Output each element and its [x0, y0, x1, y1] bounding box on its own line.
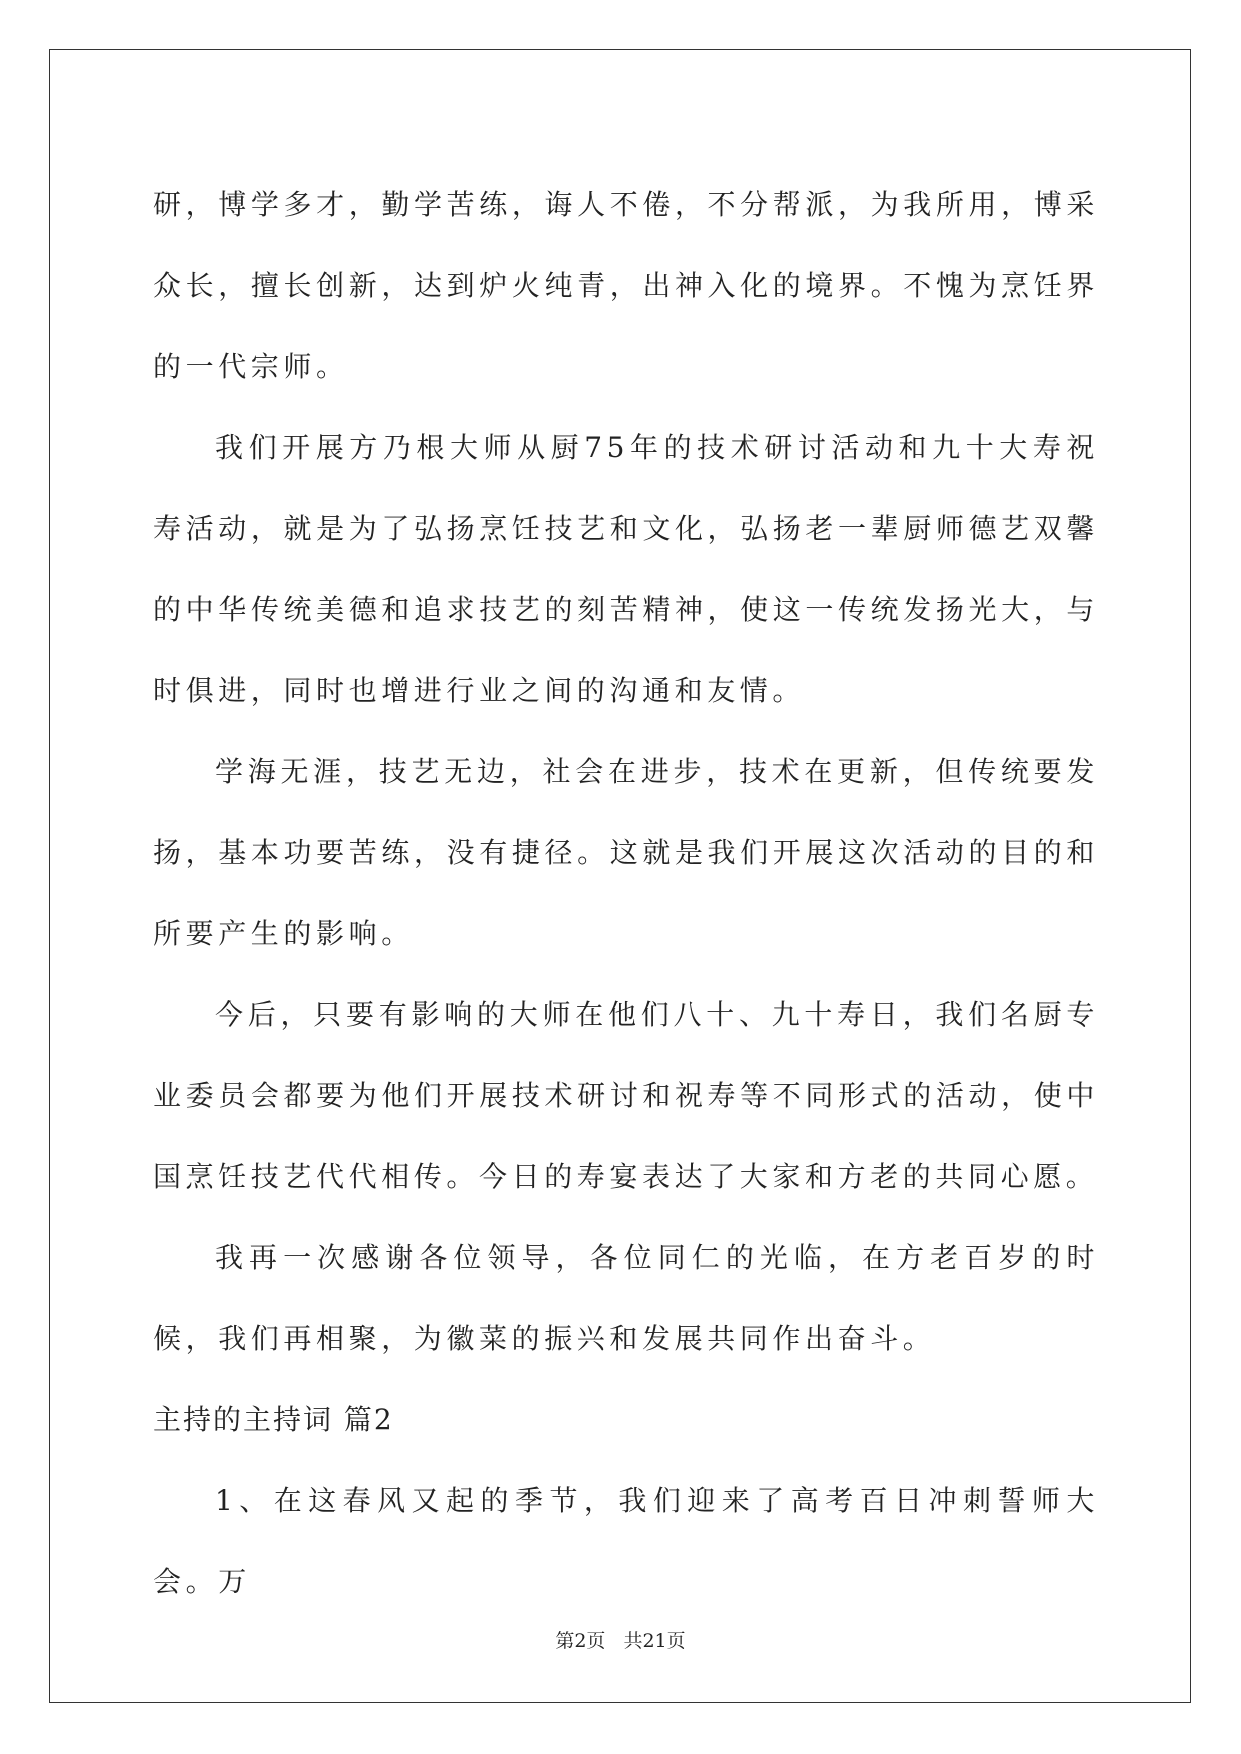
page-number: 第2页 [555, 1630, 606, 1652]
document-body [153, 164, 1099, 1622]
paragraph-4: 今后，只要有影响的大师在他们八十、九十寿日，我们名厨专业委员会都要为他们开展技术研讨和祝寿等不同形式的活动，使中国烹饪技艺代代相传。今日的寿宴表达了大家和方老的共同心愿。 [153, 998, 1099, 1193]
page-footer [0, 1626, 1241, 1653]
page-total: 共21页 [623, 1630, 686, 1652]
section-heading: 主持的主持词 篇2 [153, 1403, 394, 1436]
paragraph-3: 学海无涯，技艺无边，社会在进步，技术在更新，但传统要发扬，基本功要苦练，没有捷径。这就是我们开展这次活动的目的和所要产生的影响。 [153, 755, 1099, 950]
paragraph-6: 1、在这春风又起的季节，我们迎来了高考百日冲刺誓师大会。万 [153, 1484, 1099, 1598]
paragraph-2: 我们开展方乃根大师从厨75年的技术研讨活动和九十大寿祝寿活动，就是为了弘扬烹饪技艺和文化，弘扬老一辈厨师德艺双馨的中华传统美德和追求技艺的刻苦精神，使这一传统发扬光大，与时俱进，同时也增进行业之间的沟通和友情。 [153, 431, 1099, 707]
paragraph-1: 研，博学多才，勤学苦练，诲人不倦，不分帮派，为我所用，博采众长，擅长创新，达到炉火纯青，出神入化的境界。不愧为烹饪界的一代宗师。 [153, 188, 1099, 383]
paragraph-5: 我再一次感谢各位领导，各位同仁的光临，在方老百岁的时候，我们再相聚，为徽菜的振兴和发展共同作出奋斗。 [153, 1241, 1099, 1355]
